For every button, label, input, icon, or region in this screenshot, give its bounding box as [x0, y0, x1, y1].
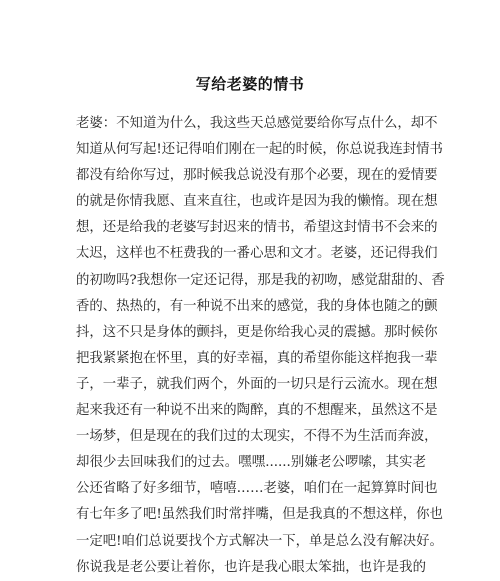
- body-line: 公还省略了好多细节，嘻嘻……老婆，咱们在一起算算时间也: [76, 481, 438, 497]
- body-line: 有七年多了吧!虽然我们时常拌嘴，但是我真的不想这样，你也: [76, 507, 443, 523]
- body-line: 知道从何写起!还记得咱们刚在一起的时候，你总说我连封情书: [76, 142, 443, 158]
- body-line: 却很少去回味我们的过去。嘿嘿......别嫌老公啰嗦，其实老: [76, 455, 426, 471]
- body-line: 子，一辈子，就我们两个，外面的一切只是行云流水。现在想: [76, 376, 438, 392]
- body-line: 抖，这不只是身体的颤抖，更是你给我心灵的震撼。那时候你: [76, 324, 438, 340]
- body-line: 一定吧!咱们总说要找个方式解决一下，单是总么没有解决好。: [76, 533, 443, 549]
- letter-body: [76, 111, 445, 581]
- page-title: 写给老婆的情书: [195, 75, 305, 93]
- body-line: 你说我是老公要让着你，也许是我心眼太笨拙，也许是我的: [76, 559, 426, 575]
- body-line: 香的、热热的，有一种说不出来的感觉，我的身体也随之的颤: [76, 298, 438, 314]
- body-line: 一场梦，但是现在的我们过的太现实，不得不为生活而奔波，: [76, 429, 438, 445]
- body-line: 的初吻吗?我想你一定还记得，那是我的初吻，感觉甜甜的、香: [76, 272, 445, 288]
- body-line: 的就是你情我愿、直来直往，也或许是因为我的懒惰。现在想: [76, 194, 438, 210]
- body-line: 太迟，这样也不枉费我的一番心思和文才。老婆，还记得我们: [76, 246, 438, 262]
- body-line: 把我紧紧抱在怀里，真的好幸福，真的希望你能这样抱我一辈: [76, 350, 438, 366]
- body-line: 起来我还有一种说不出来的陶醉，真的不想醒来，虽然这不是: [76, 403, 438, 419]
- body-line: 都没有给你写过，那时候我总说没有那个必要，现在的爱情要: [76, 168, 438, 184]
- body-line: 老婆：不知道为什么，我这些天总感觉要给你写点什么，却不: [76, 116, 438, 131]
- body-line: 想，还是给我的老婆写封迟来的情书，希望这封情书不会来的: [76, 220, 438, 236]
